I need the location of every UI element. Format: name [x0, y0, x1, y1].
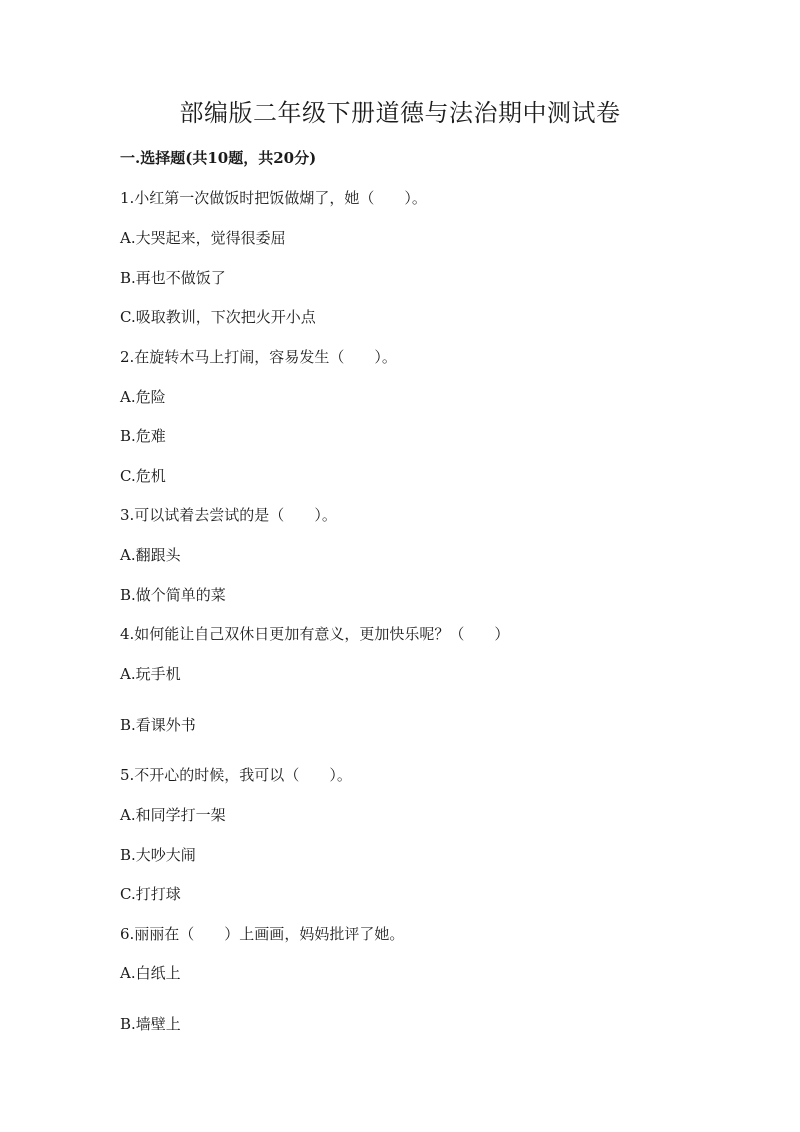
question-2-option-c: C.危机 — [120, 467, 166, 485]
question-5-option-c: C.打打球 — [120, 885, 181, 903]
question-2-option-b: B.危难 — [120, 427, 166, 445]
question-5-option-a: A.和同学打一架 — [120, 806, 226, 824]
question-6-stem: 6.丽丽在（ ）上画画，妈妈批评了她。 — [120, 925, 405, 943]
question-1-stem: 1.小红第一次做饭时把饭做煳了，她（ ）。 — [120, 189, 427, 207]
question-1-option-a: A.大哭起来，觉得很委屈 — [120, 229, 286, 247]
section-heading: 一.选择题(共10题，共20分) — [120, 149, 317, 167]
question-6-option-b: B.墙壁上 — [120, 1015, 181, 1033]
question-4-option-b: B.看课外书 — [120, 716, 196, 734]
page-title: 部编版二年级下册道德与法治期中测试卷 — [179, 99, 621, 127]
question-4-option-a: A.玩手机 — [120, 665, 181, 683]
question-1-option-c: C.吸取教训，下次把火开小点 — [120, 308, 316, 326]
question-2-option-a: A.危险 — [120, 388, 166, 406]
question-5-option-b: B.大吵大闹 — [120, 846, 196, 864]
question-3-stem: 3.可以试着去尝试的是（ ）。 — [120, 506, 337, 524]
question-3-option-a: A.翻跟头 — [120, 546, 181, 564]
question-4-stem: 4.如何能让自己双休日更加有意义，更加快乐呢？（ ） — [120, 625, 510, 643]
question-6-option-a: A.白纸上 — [120, 964, 181, 982]
question-3-option-b: B.做个简单的菜 — [120, 586, 226, 604]
question-1-option-b: B.再也不做饭了 — [120, 269, 226, 287]
question-5-stem: 5.不开心的时候，我可以（ ）。 — [120, 766, 352, 784]
question-2-stem: 2.在旋转木马上打闹，容易发生（ ）。 — [120, 348, 397, 366]
